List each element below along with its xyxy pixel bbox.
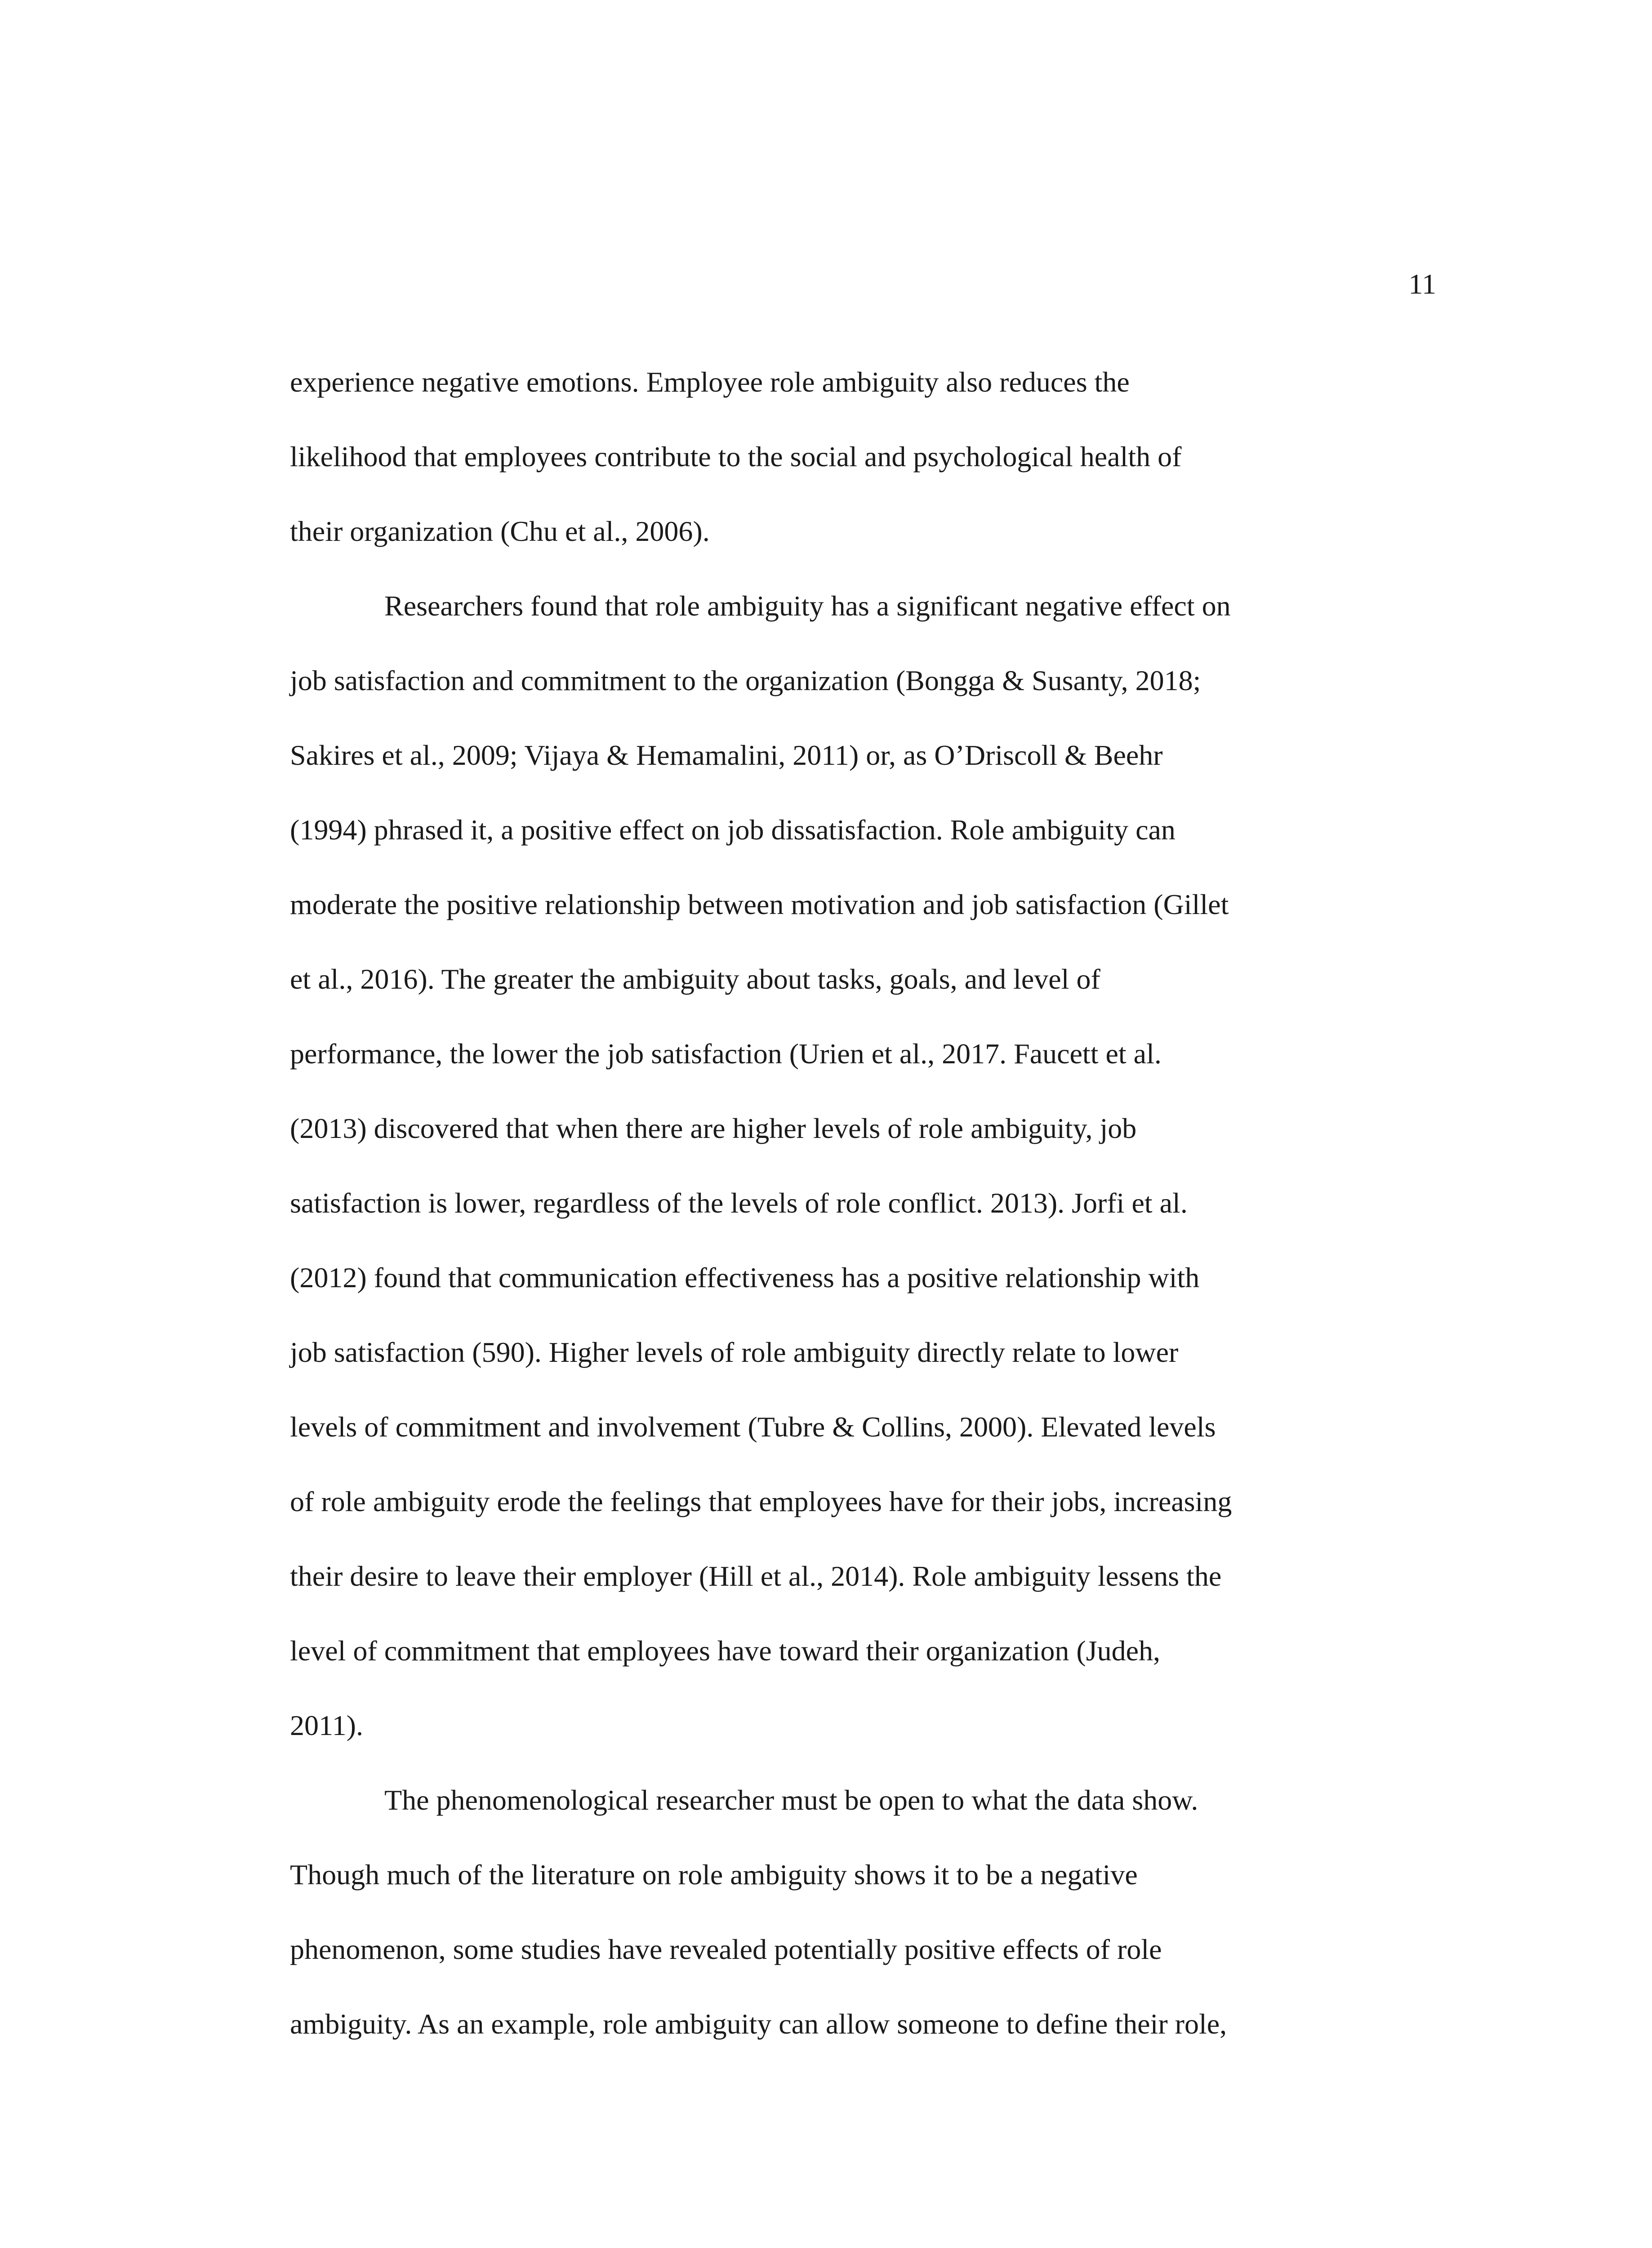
text-line: satisfaction is lower, regardless of the levels of role conflict. 2013). Jorfi et al.: [290, 1187, 1188, 1219]
text-line: level of commitment that employees have toward their organization (Judeh,: [290, 1635, 1160, 1667]
text-line: phenomenon, some studies have revealed potentially positive effects of role: [290, 1933, 1162, 1965]
text-line: likelihood that employees contribute to the social and psychological health of: [290, 441, 1182, 473]
text-line: The phenomenological researcher must be open to what the data show.: [384, 1784, 1198, 1816]
text-line: Sakires et al., 2009; Vijaya & Hemamalini, 2011) or, as O’Driscoll & Beehr: [290, 739, 1163, 771]
text-line: ambiguity. As an example, role ambiguity can allow someone to define their role,: [290, 2008, 1227, 2040]
text-line: their desire to leave their employer (Hill et al., 2014). Role ambiguity lessens the: [290, 1560, 1222, 1592]
text-line: Researchers found that role ambiguity has a significant negative effect on: [384, 590, 1231, 622]
text-line: (2013) discovered that when there are higher levels of role ambiguity, job: [290, 1112, 1137, 1144]
text-line: (1994) phrased it, a positive effect on job dissatisfaction. Role ambiguity can: [290, 814, 1176, 846]
text-line: their organization (Chu et al., 2006).: [290, 515, 710, 547]
text-line: levels of commitment and involvement (Tubre & Collins, 2000). Elevated levels: [290, 1411, 1216, 1443]
text-line: moderate the positive relationship between motivation and job satisfaction (Gillet: [290, 888, 1229, 920]
text-line: et al., 2016). The greater the ambiguity about tasks, goals, and level of: [290, 963, 1100, 995]
text-line: Though much of the literature on role ambiguity shows it to be a negative: [290, 1859, 1138, 1891]
text-line: performance, the lower the job satisfaction (Urien et al., 2017. Faucett et al.: [290, 1038, 1162, 1070]
text-line: job satisfaction (590). Higher levels of role ambiguity directly relate to lower: [290, 1336, 1179, 1368]
text-line: experience negative emotions. Employee role ambiguity also reduces the: [290, 366, 1130, 398]
page-number: 11: [1408, 268, 1436, 300]
text-line: job satisfaction and commitment to the organization (Bongga & Susanty, 2018;: [290, 665, 1201, 696]
text-line: (2012) found that communication effectiveness has a positive relationship with: [290, 1262, 1200, 1293]
text-line: 2011).: [290, 1709, 363, 1741]
text-line: of role ambiguity erode the feelings that employees have for their jobs, increasing: [290, 1485, 1232, 1517]
